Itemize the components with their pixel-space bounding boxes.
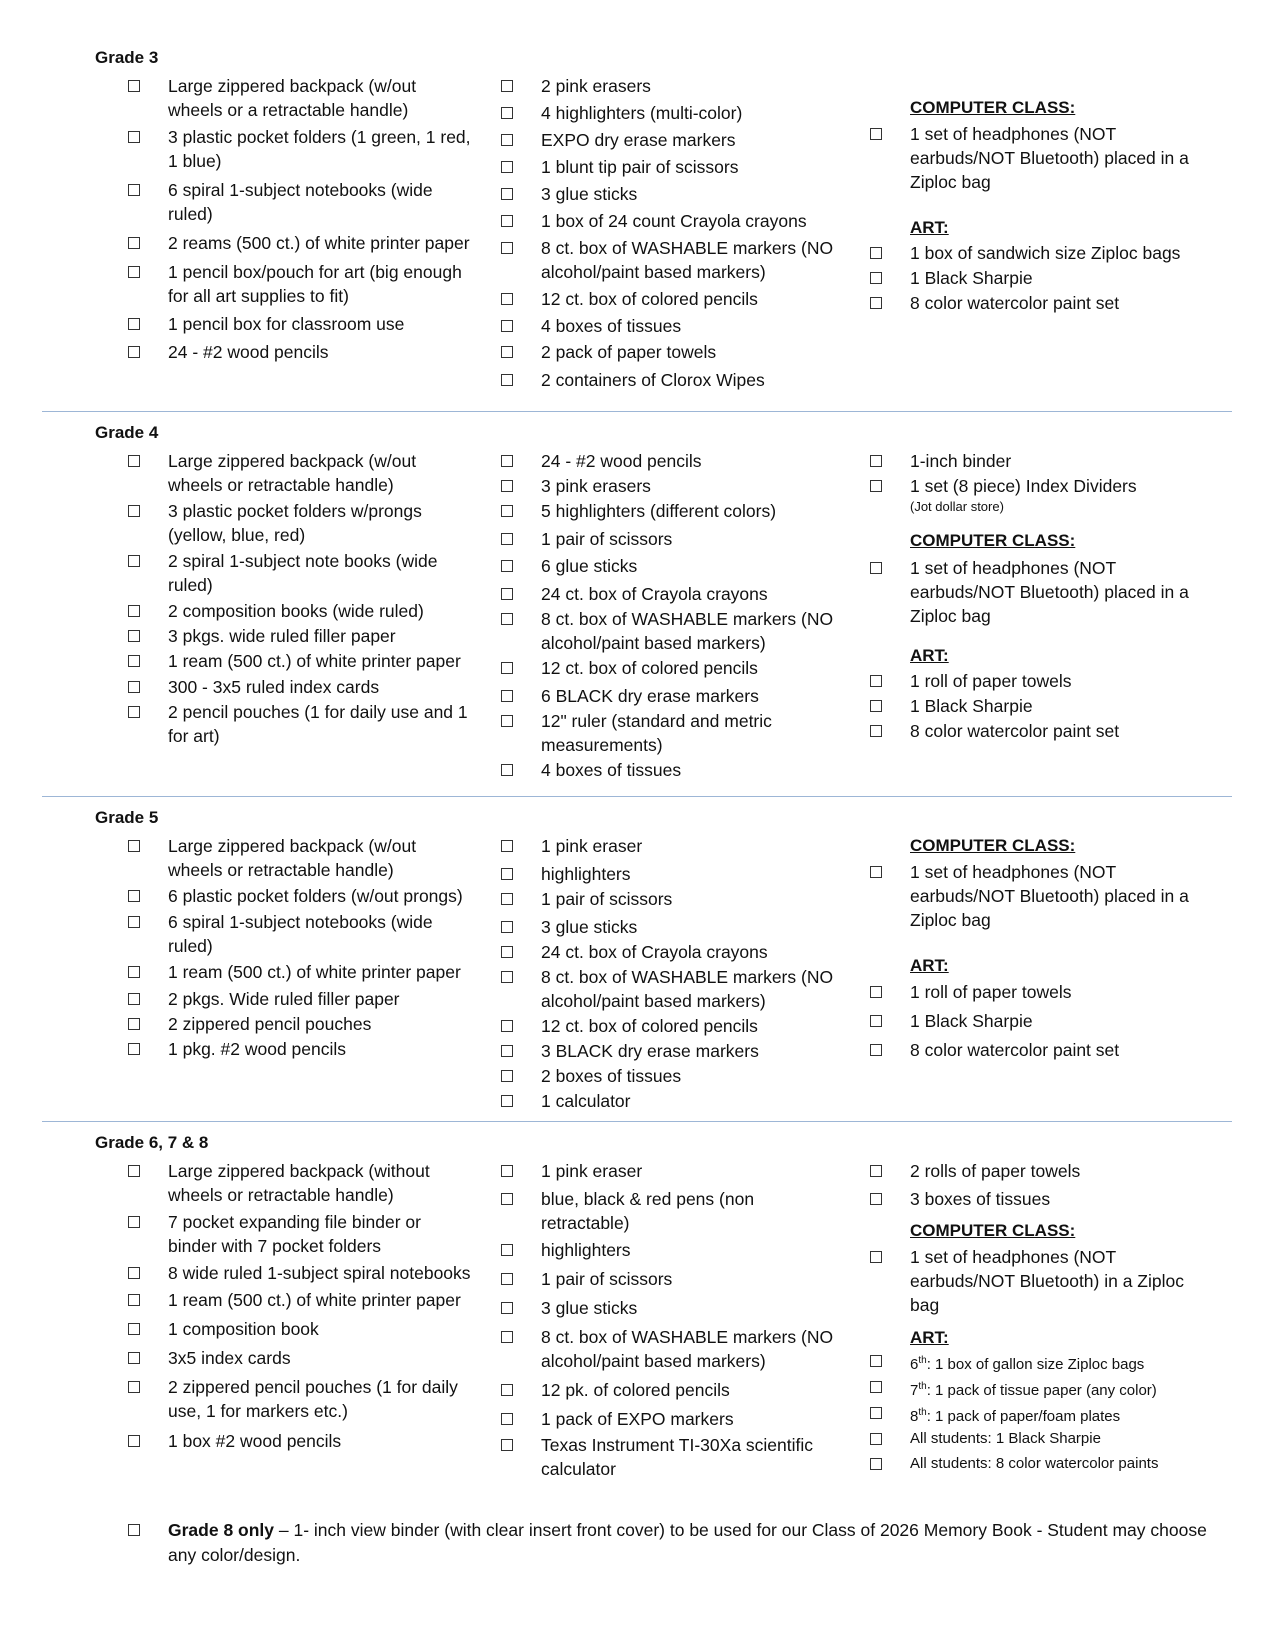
checklist-item[interactable]: 1 pair of scissors: [501, 527, 846, 551]
checkbox[interactable]: [501, 455, 513, 467]
checkbox[interactable]: [501, 1273, 513, 1285]
checkbox[interactable]: [870, 1044, 882, 1056]
checkbox[interactable]: [128, 1381, 140, 1393]
grade-5-title: Grade 5: [95, 808, 159, 827]
checkbox[interactable]: [501, 505, 513, 517]
checkbox[interactable]: [501, 242, 513, 254]
computer-class-heading: COMPUTER CLASS:: [910, 1221, 1076, 1240]
checklist-item[interactable]: 7th: 1 pack of tissue paper (any color): [870, 1376, 1215, 1402]
checkbox[interactable]: [128, 840, 140, 852]
checkbox[interactable]: [501, 107, 513, 119]
grade-678-col-2: [501, 1159, 846, 1481]
checklist-item[interactable]: 12 pk. of colored pencils: [501, 1378, 846, 1402]
checkbox[interactable]: [128, 266, 140, 278]
checklist-item[interactable]: 1 pair of scissors: [501, 1267, 846, 1291]
checkbox[interactable]: [128, 1435, 140, 1447]
checklist-item[interactable]: 7 pocket expanding file binder or binder with 7 pocket folders: [128, 1210, 473, 1258]
checklist-item[interactable]: 3 BLACK dry erase markers: [501, 1039, 846, 1063]
checkbox[interactable]: [870, 986, 882, 998]
checklist-item[interactable]: Large zippered backpack (w/out wheels or a retractable handle): [128, 74, 473, 122]
checkbox[interactable]: [870, 480, 882, 492]
checklist-item[interactable]: 1 ream (500 ct.) of white printer paper: [128, 960, 473, 984]
grade-8-binder-text: – 1- inch view binder (with clear insert front cover) to be used for our Class of 2026 Memory Book - Student may choose any color/design.: [168, 1520, 1207, 1565]
checklist-item[interactable]: 1-inch binder: [870, 449, 1215, 473]
checkbox[interactable]: [501, 1165, 513, 1177]
checkbox[interactable]: [870, 1458, 882, 1470]
checklist-item[interactable]: 1 pkg. #2 wood pencils: [128, 1037, 473, 1061]
grade-3-title: Grade 3: [95, 48, 159, 67]
grade-678-title: Grade 6, 7 & 8: [95, 1133, 209, 1152]
checklist-item[interactable]: highlighters: [501, 1238, 846, 1262]
checkbox[interactable]: [128, 630, 140, 642]
checklist-item[interactable]: 1 set of headphones (NOT earbuds/NOT Bluetooth) placed in a Ziploc bag: [870, 556, 1215, 628]
checkbox[interactable]: [501, 374, 513, 386]
grade-5-col-2: [501, 834, 846, 1113]
checkbox[interactable]: [501, 971, 513, 983]
grade-5-col-3: [870, 834, 1215, 1062]
checklist-item[interactable]: 3 glue sticks: [501, 915, 846, 939]
checklist-item[interactable]: 8 color watercolor paint set: [870, 1038, 1215, 1062]
checklist-item[interactable]: 2 rolls of paper towels: [870, 1159, 1215, 1183]
checklist-item[interactable]: 24 - #2 wood pencils: [128, 340, 473, 364]
checklist-item[interactable]: 3 glue sticks: [501, 1296, 846, 1320]
grade-3-col-2: [501, 74, 846, 392]
checkbox[interactable]: [870, 1355, 882, 1367]
checkbox[interactable]: [501, 1045, 513, 1057]
checkbox[interactable]: [870, 455, 882, 467]
checklist-item[interactable]: Large zippered backpack (without wheels or retractable handle): [128, 1159, 473, 1207]
checkbox[interactable]: [501, 1193, 513, 1205]
checkbox[interactable]: [501, 588, 513, 600]
checkbox[interactable]: [501, 188, 513, 200]
checkbox[interactable]: [128, 993, 140, 1005]
checklist-item[interactable]: 1 ream (500 ct.) of white printer paper: [128, 649, 473, 673]
checklist-item[interactable]: 3 glue sticks: [501, 182, 846, 206]
computer-class-heading: COMPUTER CLASS:: [910, 98, 1076, 117]
checkbox[interactable]: [501, 613, 513, 625]
checkbox[interactable]: [870, 700, 882, 712]
checkbox[interactable]: [501, 764, 513, 776]
checklist-item[interactable]: 1 composition book: [128, 1317, 473, 1341]
checklist-item[interactable]: 12 ct. box of colored pencils: [501, 287, 846, 311]
checklist-item[interactable]: 8 ct. box of WASHABLE markers (NO alcohol/paint based markers): [501, 1325, 846, 1373]
checkbox[interactable]: [128, 605, 140, 617]
checkbox[interactable]: [501, 1070, 513, 1082]
checklist-item[interactable]: 3 pkgs. wide ruled filler paper: [128, 624, 473, 648]
checklist-item[interactable]: 4 boxes of tissues: [501, 314, 846, 338]
checkbox[interactable]: [128, 1352, 140, 1364]
computer-class-heading: COMPUTER CLASS:: [910, 531, 1076, 550]
checklist-item[interactable]: 24 - #2 wood pencils: [501, 449, 846, 473]
checklist-item[interactable]: All students: 1 Black Sharpie: [870, 1428, 1215, 1450]
checklist-item[interactable]: 6 glue sticks: [501, 554, 846, 578]
checkbox[interactable]: [128, 1323, 140, 1335]
checklist-item[interactable]: 2 pink erasers: [501, 74, 846, 98]
checkbox[interactable]: [501, 1331, 513, 1343]
checklist-item[interactable]: 6th: 1 box of gallon size Ziploc bags: [870, 1350, 1215, 1376]
checklist-item[interactable]: 8 color watercolor paint set: [870, 719, 1215, 743]
grade-4-title: Grade 4: [95, 423, 159, 442]
checkbox[interactable]: [501, 1384, 513, 1396]
section-divider: [42, 796, 1232, 797]
checklist-item[interactable]: All students: 8 color watercolor paints: [870, 1453, 1215, 1475]
checkbox[interactable]: [870, 1407, 882, 1419]
checklist-item[interactable]: 4 boxes of tissues: [501, 758, 846, 782]
checklist-item[interactable]: 6 spiral 1-subject notebooks (wide ruled): [128, 178, 473, 226]
checklist-item[interactable]: 1 box of sandwich size Ziploc bags: [870, 241, 1215, 265]
checkbox[interactable]: [128, 1294, 140, 1306]
checklist-item[interactable]: blue, black & red pens (non retractable): [501, 1187, 846, 1235]
checklist-item[interactable]: 1 set of headphones (NOT earbuds/NOT Bluetooth) in a Ziploc bag: [870, 1245, 1215, 1317]
checkbox[interactable]: [870, 866, 882, 878]
checkbox[interactable]: [128, 655, 140, 667]
checklist-item[interactable]: 3 plastic pocket folders (1 green, 1 red, 1 blue): [128, 125, 473, 173]
checkbox[interactable]: [128, 890, 140, 902]
checkbox[interactable]: [501, 480, 513, 492]
checklist-item[interactable]: 2 composition books (wide ruled): [128, 599, 473, 623]
checkbox[interactable]: [870, 1165, 882, 1177]
checklist-item[interactable]: 24 ct. box of Crayola crayons: [501, 582, 846, 606]
grade-3-col-3: [870, 96, 1215, 315]
checkbox[interactable]: [870, 1433, 882, 1445]
checkbox[interactable]: [128, 318, 140, 330]
checklist-item[interactable]: highlighters: [501, 862, 846, 886]
checklist-item[interactable]: 300 - 3x5 ruled index cards: [128, 675, 473, 699]
checkbox[interactable]: [128, 1524, 140, 1536]
checklist-item[interactable]: 8 wide ruled 1-subject spiral notebooks: [128, 1261, 473, 1285]
checkbox[interactable]: [128, 1216, 140, 1228]
computer-class-heading: COMPUTER CLASS:: [910, 836, 1076, 855]
checkbox[interactable]: [128, 681, 140, 693]
art-heading: ART:: [910, 218, 949, 237]
checklist-item[interactable]: 3x5 index cards: [128, 1346, 473, 1370]
checklist-item[interactable]: 1 pair of scissors: [501, 887, 846, 911]
checkbox[interactable]: [128, 80, 140, 92]
checkbox[interactable]: [128, 1165, 140, 1177]
checkbox[interactable]: [870, 272, 882, 284]
checklist-item[interactable]: 8 ct. box of WASHABLE markers (NO alcohol/paint based markers): [501, 965, 846, 1013]
checkbox[interactable]: [870, 1381, 882, 1393]
checklist-item[interactable]: 1 box #2 wood pencils: [128, 1429, 473, 1453]
checklist-item[interactable]: 2 reams (500 ct.) of white printer paper: [128, 231, 473, 255]
checklist-item[interactable]: 8 ct. box of WASHABLE markers (NO alcohol/paint based markers): [501, 607, 846, 655]
checklist-item[interactable]: 2 pack of paper towels: [501, 340, 846, 364]
checkbox[interactable]: [128, 131, 140, 143]
checklist-item[interactable]: 1 pack of EXPO markers: [501, 1407, 846, 1431]
grade-3-col-1: [128, 74, 473, 364]
art-heading: ART:: [910, 1328, 949, 1347]
checklist-item[interactable]: 8 color watercolor paint set: [870, 291, 1215, 315]
checkbox[interactable]: [128, 237, 140, 249]
grade-4-col-2: [501, 449, 846, 782]
checklist-item[interactable]: 1 Black Sharpie: [870, 1009, 1215, 1033]
checkbox[interactable]: [870, 675, 882, 687]
checkbox[interactable]: [501, 1020, 513, 1032]
checklist-item[interactable]: 4 highlighters (multi-color): [501, 101, 846, 125]
checklist-item[interactable]: 1 set of headphones (NOT earbuds/NOT Bluetooth) placed in a Ziploc bag: [870, 860, 1215, 932]
checkbox[interactable]: [501, 868, 513, 880]
checkbox[interactable]: [870, 562, 882, 574]
dollar-store-note: (Jot dollar store): [910, 499, 1004, 514]
checkbox[interactable]: [501, 215, 513, 227]
checkbox[interactable]: [501, 946, 513, 958]
checklist-item[interactable]: 2 boxes of tissues: [501, 1064, 846, 1088]
grade-4-col-1: [128, 449, 473, 748]
checklist-item[interactable]: 2 containers of Clorox Wipes: [501, 368, 846, 392]
checklist-item[interactable]: 1 set of headphones (NOT earbuds/NOT Bluetooth) placed in a Ziploc bag: [870, 122, 1215, 194]
checkbox[interactable]: [501, 533, 513, 545]
checkbox[interactable]: [501, 1095, 513, 1107]
checkbox[interactable]: [128, 1043, 140, 1055]
checkbox[interactable]: [501, 134, 513, 146]
checklist-item[interactable]: 2 pencil pouches (1 for daily use and 1 for art): [128, 700, 473, 748]
checkbox[interactable]: [128, 184, 140, 196]
checkbox[interactable]: [128, 1267, 140, 1279]
checklist-item[interactable]: 1 box of 24 count Crayola crayons: [501, 209, 846, 233]
art-heading: ART:: [910, 956, 949, 975]
checklist-item[interactable]: 1 calculator: [501, 1089, 846, 1113]
grade-5-col-1: [128, 834, 473, 1061]
checklist-item[interactable]: 1 roll of paper towels: [870, 669, 1215, 693]
checkbox[interactable]: [128, 916, 140, 928]
checklist-item[interactable]: 1 ream (500 ct.) of white printer paper: [128, 1288, 473, 1312]
checklist-item[interactable]: 12 ct. box of colored pencils: [501, 1014, 846, 1038]
checklist-item[interactable]: 2 spiral 1-subject note books (wide ruled): [128, 549, 473, 597]
checkbox[interactable]: [501, 1244, 513, 1256]
art-heading: ART:: [910, 646, 949, 665]
checklist-item[interactable]: 1 pencil box/pouch for art (big enough for all art supplies to fit): [128, 260, 473, 308]
checkbox[interactable]: [128, 966, 140, 978]
checklist-item[interactable]: 6 plastic pocket folders (w/out prongs): [128, 884, 473, 908]
checkbox[interactable]: [501, 80, 513, 92]
checkbox[interactable]: [128, 455, 140, 467]
checklist-item[interactable]: 24 ct. box of Crayola crayons: [501, 940, 846, 964]
checkbox[interactable]: [501, 715, 513, 727]
grade-4-col-3: [870, 449, 1215, 743]
checklist-item[interactable]: 12 ct. box of colored pencils: [501, 656, 846, 680]
grade-678-col-3: [870, 1159, 1215, 1475]
checkbox[interactable]: [128, 1018, 140, 1030]
checklist-item[interactable]: 8 ct. box of WASHABLE markers (NO alcohol/paint based markers): [501, 236, 846, 284]
checklist-item[interactable]: 1 pencil box for classroom use: [128, 312, 473, 336]
checklist-item[interactable]: 1 roll of paper towels: [870, 980, 1215, 1004]
checkbox[interactable]: [870, 247, 882, 259]
checkbox[interactable]: [870, 1015, 882, 1027]
checkbox[interactable]: [501, 840, 513, 852]
checklist-item[interactable]: 12" ruler (standard and metric measurements): [501, 709, 846, 757]
checkbox[interactable]: [501, 320, 513, 332]
checkbox[interactable]: [870, 297, 882, 309]
checklist-item[interactable]: 2 pkgs. Wide ruled filler paper: [128, 987, 473, 1011]
checkbox[interactable]: [128, 505, 140, 517]
checklist-item[interactable]: 2 zippered pencil pouches: [128, 1012, 473, 1036]
checkbox[interactable]: [501, 1302, 513, 1314]
checkbox[interactable]: [128, 346, 140, 358]
checklist-item[interactable]: Texas Instrument TI-30Xa scientific calculator: [501, 1433, 846, 1481]
checkbox[interactable]: [128, 555, 140, 567]
checkbox[interactable]: [870, 1193, 882, 1205]
grade-8-only-label: Grade 8 only: [168, 1520, 275, 1540]
checklist-item[interactable]: EXPO dry erase markers: [501, 128, 846, 152]
checkbox[interactable]: [501, 161, 513, 173]
checkbox[interactable]: [501, 293, 513, 305]
checklist-item[interactable]: 6 spiral 1-subject notebooks (wide ruled): [128, 910, 473, 958]
checklist-item[interactable]: 5 highlighters (different colors): [501, 499, 846, 523]
checkbox[interactable]: [501, 662, 513, 674]
checkbox[interactable]: [501, 1439, 513, 1451]
checkbox[interactable]: [870, 128, 882, 140]
checkbox[interactable]: [501, 1413, 513, 1425]
checklist-item[interactable]: Large zippered backpack (w/out wheels or retractable handle): [128, 834, 473, 882]
checklist-item[interactable]: 3 plastic pocket folders w/prongs (yellow, blue, red): [128, 499, 473, 547]
section-divider: [42, 411, 1232, 412]
checklist-item[interactable]: 6 BLACK dry erase markers: [501, 684, 846, 708]
checklist-item[interactable]: 8th: 1 pack of paper/foam plates: [870, 1402, 1215, 1428]
checklist-item[interactable]: 1 set (8 piece) Index Dividers: [870, 474, 1215, 498]
checklist-item[interactable]: Large zippered backpack (w/out wheels or retractable handle): [128, 449, 473, 497]
checkbox[interactable]: [501, 346, 513, 358]
grade-8-memory-binder-item[interactable]: [128, 1518, 1228, 1568]
checklist-item[interactable]: 1 Black Sharpie: [870, 694, 1215, 718]
checklist-item[interactable]: 1 Black Sharpie: [870, 266, 1215, 290]
section-divider: [42, 1121, 1232, 1122]
checklist-item[interactable]: 1 blunt tip pair of scissors: [501, 155, 846, 179]
checkbox[interactable]: [501, 921, 513, 933]
checklist-item[interactable]: 3 boxes of tissues: [870, 1187, 1215, 1211]
checkbox[interactable]: [501, 690, 513, 702]
checklist-item[interactable]: 1 pink eraser: [501, 1159, 846, 1183]
checkbox[interactable]: [128, 706, 140, 718]
checkbox[interactable]: [870, 1251, 882, 1263]
grade-678-col-1: [128, 1159, 473, 1453]
checkbox[interactable]: [870, 725, 882, 737]
checklist-item[interactable]: 1 pink eraser: [501, 834, 846, 858]
checklist-item[interactable]: 2 zippered pencil pouches (1 for daily use, 1 for markers etc.): [128, 1375, 473, 1423]
checkbox[interactable]: [501, 560, 513, 572]
checkbox[interactable]: [501, 893, 513, 905]
checklist-item[interactable]: 3 pink erasers: [501, 474, 846, 498]
